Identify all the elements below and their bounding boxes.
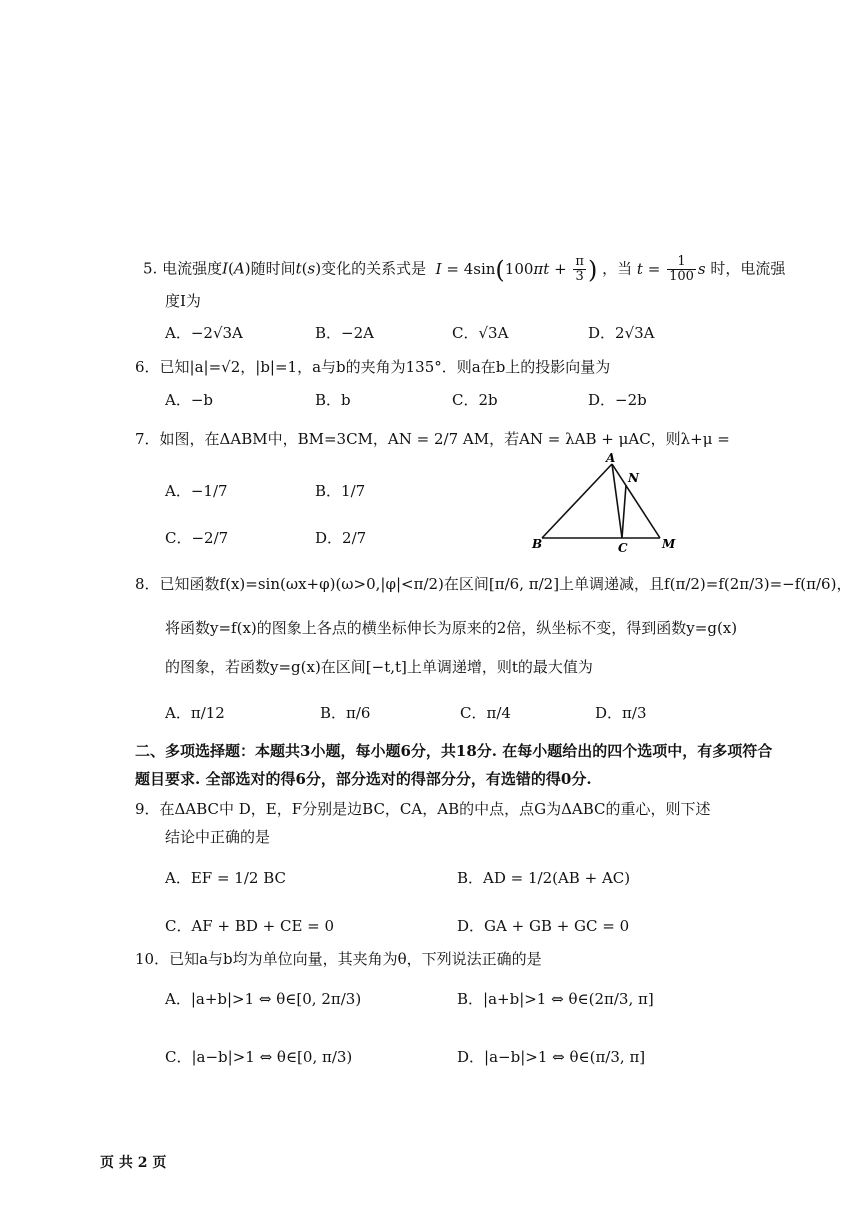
q5-text-b: 随时间	[250, 259, 296, 278]
q5-line1: 5. 电流强度I(A)随时间t(s)变化的关系式是 I = 4sin(100πt + $\frac{\pi}{3}$ ) ，当 t = $\frac{1}{100}$ s 时，电流强	[143, 254, 786, 284]
q9-option-d: D．GA + GB + GC = 0	[457, 917, 630, 935]
q6-option-b: B．b	[315, 391, 351, 409]
q9-option-b: B．AD = 1/2(AB + AC)	[457, 869, 631, 887]
q5-number: 5.	[143, 259, 158, 278]
q5-line2: 度I为	[165, 292, 201, 310]
q5-option-d: D．2√3A	[588, 324, 655, 342]
segment-ac	[612, 464, 622, 538]
q8-line2: 将函数y=f(x)的图象上各点的横坐标伸长为原来的2倍，纵坐标不变，得到函数y=g(x)	[165, 619, 738, 637]
q8-line3: 的图象，若函数y=g(x)在区间[−t,t]上单调递增，则t的最大值为	[165, 658, 593, 676]
q7-number: 7．	[135, 430, 160, 448]
q10-option-d: D．|a−b|>1 ⇔ θ∈(π/3, π]	[457, 1048, 646, 1066]
q6-option-a: A．−b	[165, 391, 214, 409]
q7-option-a: A．−1/7	[165, 482, 228, 500]
q10-option-a: A．|a+b|>1 ⇔ θ∈[0, 2π/3)	[165, 990, 362, 1008]
q5-option-b: B．−2A	[315, 324, 374, 342]
q8-line1	[135, 573, 851, 595]
q7-triangle-figure	[530, 450, 690, 555]
q9-line1	[135, 798, 711, 820]
q8-option-a: A．π/12	[165, 704, 225, 722]
segment-ab	[542, 464, 612, 538]
q10-line	[135, 948, 542, 970]
q7-option-c: C．−2/7	[165, 529, 229, 547]
q9-text-1: 在ΔABC中 D，E，F分别是边BC，CA，AB的中点，点G为ΔABC的重心，则下述	[159, 800, 711, 818]
q6-text: 已知|a|=√2，|b|=1，a与b的夹角为135°．则a在b上的投影向量为	[159, 358, 611, 376]
q9-option-a: A．EF = 1/2 BC	[165, 869, 286, 887]
page-footer: 页 共 2 页	[100, 1155, 167, 1171]
q9-line2: 结论中正确的是	[165, 828, 271, 846]
q9-number: 9．	[135, 800, 160, 818]
q6-number: 6．	[135, 358, 160, 376]
label-n: N	[628, 471, 639, 485]
q10-text: 已知a与b均为单位向量，其夹角为θ，下列说法正确的是	[169, 950, 542, 968]
q7-option-d: D．2/7	[315, 529, 367, 547]
label-b: B	[532, 537, 543, 551]
q5-text-c: 变化的关系式是	[321, 259, 427, 278]
q7-text: 如图，在ΔABM中，BM=3CM，AN = 2/7 AM，若AN = λAB + μAC，则λ+μ =	[159, 430, 730, 448]
q10-number: 10．	[135, 950, 170, 968]
segment-nc	[622, 485, 626, 538]
q7-line	[135, 428, 730, 450]
q6-option-c: C．2b	[452, 391, 498, 409]
label-c: C	[618, 541, 628, 555]
section2-heading-line1: 二、多项选择题：本题共3小题，每小题6分，共18分. 在每小题给出的四个选项中，有多项符合	[135, 742, 773, 760]
q8-number: 8．	[135, 575, 160, 593]
q8-option-d: D．π/3	[595, 704, 647, 722]
section2-heading-line2: 题目要求. 全部选对的得6分，部分选对的得部分分，有选错的得0分.	[135, 770, 592, 788]
q8-option-b: B．π/6	[320, 704, 371, 722]
q10-option-c: C．|a−b|>1 ⇔ θ∈[0, π/3)	[165, 1048, 353, 1066]
q8-text-1: 已知函数f(x)=sin(ωx+φ)(ω>0,|φ|<π/2)在区间[π/6, π/2]上单调递减，且f(π/2)=f(2π/3)=−f(π/6)，	[159, 575, 852, 593]
label-m: M	[662, 537, 676, 551]
q5-t-expr: t = $\frac{1}{100}$ s	[636, 254, 706, 284]
label-a: A	[606, 451, 616, 465]
q7-option-b: B．1/7	[315, 482, 366, 500]
q6-line	[135, 356, 610, 378]
q5-text-d: ，当	[602, 259, 633, 278]
q6-option-d: D．−2b	[588, 391, 647, 409]
q5-text-e: 时，电流强	[710, 259, 786, 278]
q5-formula: I = 4sin(100πt + $\frac{\pi}{3}$ )	[435, 254, 598, 284]
q5-option-a: A．−2√3A	[165, 324, 243, 342]
q9-option-c: C．AF + BD + CE = 0	[165, 917, 335, 935]
q10-option-b: B．|a+b|>1 ⇔ θ∈(2π/3, π]	[457, 990, 654, 1008]
q8-option-c: C．π/4	[460, 704, 511, 722]
q5-text-a: 电流强度	[162, 259, 223, 278]
q5-option-c: C．√3A	[452, 324, 509, 342]
